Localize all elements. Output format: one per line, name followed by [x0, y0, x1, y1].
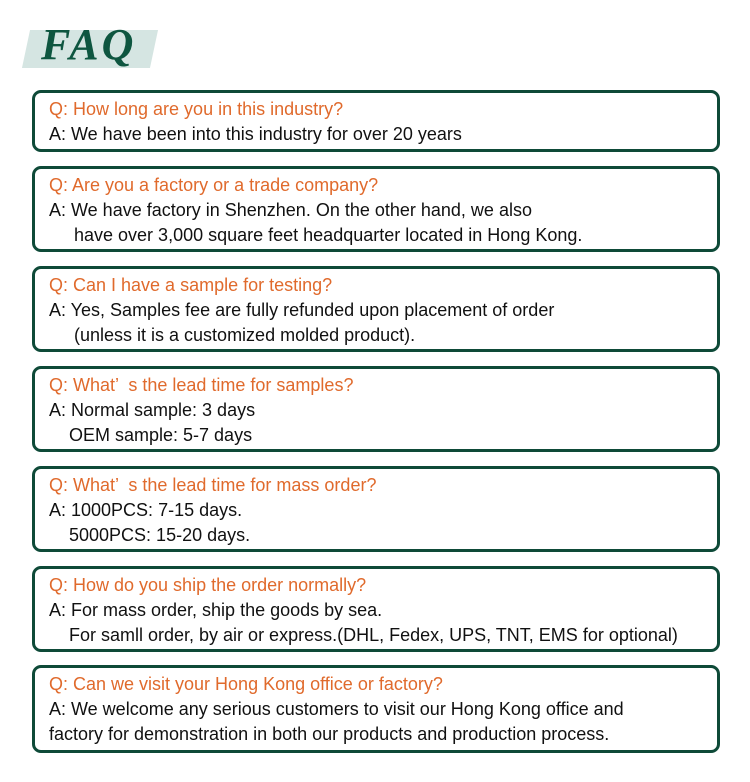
- faq-item-3: [32, 266, 720, 352]
- faq-answer-cont: 5000PCS: 15-20 days.: [49, 525, 251, 545]
- faq-item-4: [32, 366, 720, 452]
- faq-item-5: [32, 466, 720, 552]
- faq-answer-cont: (unless it is a customized molded product).: [49, 325, 416, 345]
- faq-item-2: [32, 166, 720, 252]
- faq-item-7: [32, 665, 720, 753]
- faq-answer-cont: factory for demonstration in both our products and production process.: [49, 724, 610, 744]
- page-title: FAQ: [41, 20, 137, 69]
- faq-item-1: [32, 90, 720, 152]
- faq-answer: A: Normal sample: 3 days: [49, 400, 256, 420]
- faq-answer: A: For mass order, ship the goods by sea.: [49, 600, 383, 620]
- faq-answer: A: 1000PCS: 7-15 days.: [49, 500, 243, 520]
- faq-question: Q: How do you ship the order normally?: [49, 575, 367, 595]
- faq-question: Q: Can I have a sample for testing?: [49, 275, 333, 295]
- faq-item-6: [32, 566, 720, 652]
- faq-question: Q: What’ s the lead time for mass order?: [49, 475, 377, 495]
- faq-question: Q: What’ s the lead time for samples?: [49, 375, 354, 395]
- faq-answer-cont: have over 3,000 square feet headquarter located in Hong Kong.: [49, 225, 583, 245]
- faq-answer: A: We have been into this industry for over 20 years: [49, 124, 462, 144]
- faq-question: Q: Are you a factory or a trade company?: [49, 175, 379, 195]
- faq-question: Q: How long are you in this industry?: [49, 99, 344, 119]
- faq-answer-cont: For samll order, by air or express.(DHL, Fedex, UPS, TNT, EMS for optional): [49, 625, 678, 645]
- faq-answer: A: Yes, Samples fee are fully refunded upon placement of order: [49, 300, 555, 320]
- faq-answer: A: We welcome any serious customers to visit our Hong Kong office and: [49, 699, 624, 719]
- faq-answer: A: We have factory in Shenzhen. On the other hand, we also: [49, 200, 532, 220]
- faq-heading: [24, 18, 164, 70]
- faq-question: Q: Can we visit your Hong Kong office or factory?: [49, 674, 443, 694]
- faq-answer-cont: OEM sample: 5-7 days: [49, 425, 253, 445]
